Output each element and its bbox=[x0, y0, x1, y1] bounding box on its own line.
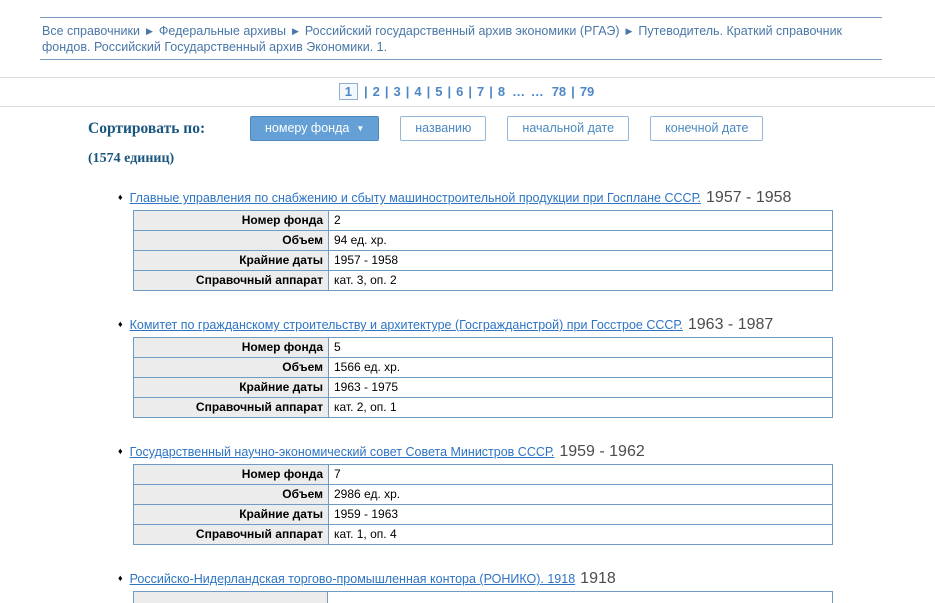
table-row bbox=[134, 465, 833, 485]
fond-entry bbox=[118, 315, 935, 418]
table-row bbox=[134, 211, 833, 231]
pagination-page-4[interactable]: 4 bbox=[414, 84, 422, 99]
pagination-separator: | bbox=[384, 84, 389, 99]
table-row bbox=[134, 398, 833, 418]
fond-entry bbox=[118, 569, 935, 603]
sort-bar bbox=[88, 116, 935, 141]
field-label: Крайние даты bbox=[134, 378, 329, 398]
table-row bbox=[134, 338, 833, 358]
bullet-diamond-icon: ♦ bbox=[118, 446, 123, 456]
breadcrumb-item-federal-archives[interactable]: Федеральные архивы bbox=[158, 24, 286, 38]
breadcrumb-item-rgae[interactable]: Российский государственный архив экономики (РГАЭ) bbox=[304, 24, 620, 38]
pagination-page-7[interactable]: 7 bbox=[476, 84, 485, 99]
pagination-separator: | bbox=[468, 84, 472, 99]
field-value: 1959 - 1963 bbox=[329, 505, 833, 525]
table-row bbox=[134, 378, 833, 398]
fond-date-range: 1963 - 1987 bbox=[687, 316, 774, 333]
field-value: 2 bbox=[329, 211, 833, 231]
fond-date-range: 1959 - 1962 bbox=[559, 443, 645, 460]
fond-title-link[interactable]: Главные управления по снабжению и сбыту машиностроительной продукции при Госплане СССР. bbox=[129, 191, 702, 205]
fond-entry-head bbox=[118, 569, 935, 588]
pagination-separator: | bbox=[405, 84, 410, 99]
fond-entry-head bbox=[118, 188, 935, 207]
field-label: Объем bbox=[134, 231, 329, 251]
sort-label: Сортировать по: bbox=[88, 119, 206, 137]
bullet-diamond-icon: ♦ bbox=[118, 573, 123, 583]
breadcrumb-arrow-icon: ▶ bbox=[291, 26, 299, 36]
fond-entry bbox=[118, 188, 935, 291]
table-row bbox=[134, 271, 833, 291]
field-value: кат. 2, оп. 1 bbox=[329, 398, 833, 418]
field-label: Номер фонда bbox=[134, 338, 329, 358]
pagination-separator: | bbox=[363, 84, 368, 99]
fond-title-link[interactable]: Российско-Нидерландская торгово-промышленная контора (РОНИКО). 1918 bbox=[129, 572, 576, 586]
field-value: 1963 - 1975 bbox=[329, 378, 833, 398]
breadcrumb bbox=[42, 23, 880, 55]
field-label: Справочный аппарат bbox=[134, 398, 329, 418]
fond-details-table bbox=[133, 337, 833, 418]
fond-list bbox=[118, 188, 935, 603]
field-value: 7 bbox=[329, 465, 833, 485]
breadcrumb-arrow-icon: ▶ bbox=[145, 26, 153, 36]
table-row bbox=[134, 505, 833, 525]
field-label: Крайние даты bbox=[134, 251, 329, 271]
fond-entry-head bbox=[118, 442, 935, 461]
pagination-separator: | bbox=[426, 84, 431, 99]
field-label: Номер фонда bbox=[134, 211, 329, 231]
pagination-page-5[interactable]: 5 bbox=[435, 84, 443, 99]
fond-entry-head bbox=[118, 315, 935, 334]
pagination-page-6[interactable]: 6 bbox=[456, 84, 464, 99]
pagination-band bbox=[0, 77, 935, 107]
pagination-page-8[interactable]: 8 bbox=[497, 84, 506, 99]
field-value: 1957 - 1958 bbox=[329, 251, 833, 271]
field-value: кат. 1, оп. 4 bbox=[329, 525, 833, 545]
fond-details-table bbox=[133, 464, 833, 545]
fond-entry bbox=[118, 442, 935, 545]
bullet-diamond-icon: ♦ bbox=[118, 319, 123, 329]
pagination-page-79[interactable]: 79 bbox=[579, 84, 595, 99]
table-row bbox=[134, 231, 833, 251]
fond-date-range: 1918 bbox=[580, 570, 616, 587]
sort-button-fond-number[interactable] bbox=[250, 116, 379, 141]
sort-button-start-date[interactable]: начальной дате bbox=[507, 116, 629, 141]
pagination-separator: | bbox=[447, 84, 452, 99]
fond-date-range: 1957 - 1958 bbox=[706, 189, 792, 206]
breadcrumb-arrow-icon: ▶ bbox=[625, 26, 633, 36]
table-row bbox=[134, 525, 833, 545]
table-row bbox=[134, 358, 833, 378]
pagination-page-3[interactable]: 3 bbox=[393, 84, 401, 99]
sort-button-title[interactable]: названию bbox=[400, 116, 486, 141]
breadcrumb-item-all-guides[interactable]: Все справочники bbox=[42, 24, 140, 38]
fond-table-stub bbox=[133, 591, 833, 603]
breadcrumb-item-guide[interactable]: Путеводитель. Краткий справочник фондов. Российский Государственный архив Экономики. 1. bbox=[42, 24, 843, 54]
field-label: Номер фонда bbox=[134, 465, 329, 485]
pagination-page-2[interactable]: 2 bbox=[372, 84, 380, 99]
fond-title-link[interactable]: Государственный научно-экономический совет Совета Министров СССР. bbox=[129, 445, 555, 459]
pagination bbox=[0, 83, 935, 100]
field-value: 5 bbox=[329, 338, 833, 358]
table-row bbox=[134, 251, 833, 271]
sort-button-end-date[interactable]: конечной дате bbox=[650, 116, 763, 141]
sort-button-label: номеру фонда bbox=[265, 121, 350, 135]
field-value: кат. 3, оп. 2 bbox=[329, 271, 833, 291]
bullet-diamond-icon: ♦ bbox=[118, 192, 123, 202]
pagination-separator: | bbox=[489, 84, 493, 99]
chevron-down-icon: ▼ bbox=[356, 124, 365, 133]
results-count: (1574 единиц) bbox=[88, 151, 175, 166]
table-row bbox=[134, 485, 833, 505]
fond-table-stub-label-cell bbox=[134, 592, 328, 603]
field-label: Справочный аппарат bbox=[134, 271, 329, 291]
pagination-ellipsis: … … bbox=[512, 84, 545, 99]
breadcrumb-band bbox=[40, 17, 882, 60]
fond-title-link[interactable]: Комитет по гражданскому строительству и архитектуре (Госгражданстрой) при Госстрое СССР. bbox=[129, 318, 683, 332]
field-label: Справочный аппарат bbox=[134, 525, 329, 545]
field-label: Объем bbox=[134, 358, 329, 378]
field-label: Объем bbox=[134, 485, 329, 505]
field-value: 94 ед. хр. bbox=[329, 231, 833, 251]
field-value: 1566 ед. хр. bbox=[329, 358, 833, 378]
pagination-current-page: 1 bbox=[339, 83, 358, 100]
pagination-page-78[interactable]: 78 bbox=[551, 84, 567, 99]
fond-details-table bbox=[133, 210, 833, 291]
field-label: Крайние даты bbox=[134, 505, 329, 525]
pagination-separator: | bbox=[571, 84, 575, 99]
field-value: 2986 ед. хр. bbox=[329, 485, 833, 505]
